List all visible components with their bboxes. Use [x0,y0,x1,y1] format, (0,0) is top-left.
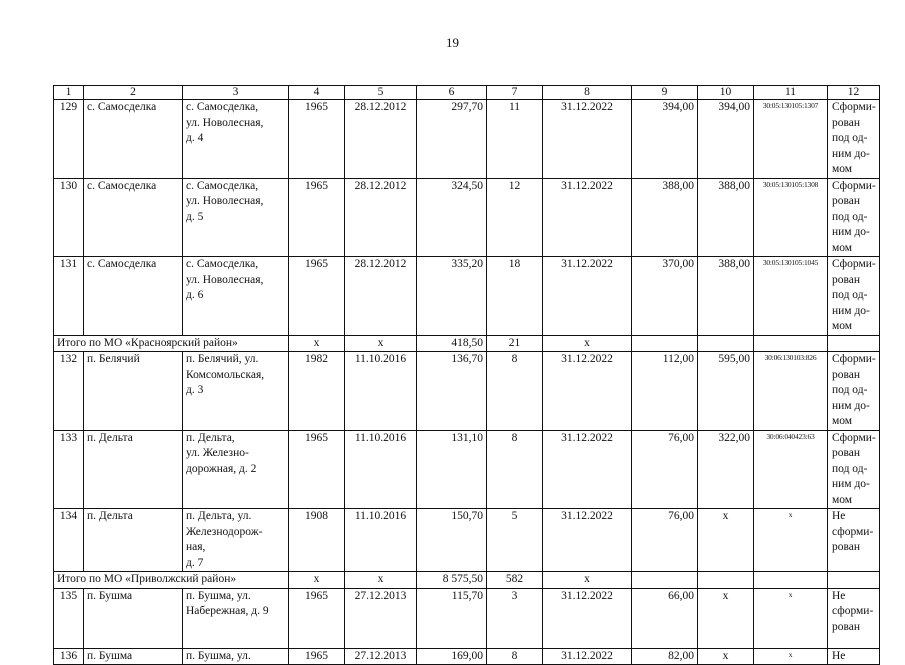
year-cell: 1982 [289,352,345,431]
date-cell: 27.12.2013 [345,588,417,648]
value10-cell: х [698,509,754,572]
count-cell: 8 [487,430,543,509]
status-cell: Сформи- рован под од- ним до- мом [828,430,880,509]
header-cell: 9 [632,86,698,100]
address-cell: п. Бушма, ул. [183,648,289,665]
date-cell: 28.12.2012 [345,178,417,257]
settlement-cell: с. Самосделка [84,100,183,179]
subtotal-row [54,572,880,589]
value10-cell: х [698,648,754,665]
value9-cell: 82,00 [632,648,698,665]
count-cell: 12 [487,178,543,257]
row-number: 134 [54,509,84,572]
status-cell: Сформи- рован под од- ним до- мом [828,178,880,257]
header-cell: 10 [698,86,754,100]
deadline-cell: 31.12.2022 [543,257,632,336]
deadline-cell: х [543,572,632,589]
settlement-cell: с. Самосделка [84,257,183,336]
area-total-cell: 418,50 [417,335,487,352]
status-cell: Сформи- рован под од- ним до- мом [828,100,880,179]
date-cell: 11.10.2016 [345,509,417,572]
table-row [54,257,880,336]
date-cell: х [345,335,417,352]
address-cell: с. Самосделка, ул. Новолесная, д. 6 [183,257,289,336]
table-row [54,509,880,572]
area-cell: 169,00 [417,648,487,665]
header-cell: 12 [828,86,880,100]
empty-cell [828,335,880,352]
value10-cell: 388,00 [698,178,754,257]
row-number: 131 [54,257,84,336]
empty-cell [754,572,828,589]
address-cell: п. Белячий, ул. Комсомольская, д. 3 [183,352,289,431]
count-total-cell: 21 [487,335,543,352]
year-cell: 1965 [289,257,345,336]
date-cell: 28.12.2012 [345,257,417,336]
cadastral-cell: 30:05:130105:1308 [754,178,828,257]
value10-cell: 394,00 [698,100,754,179]
address-cell: п. Дельта, ул. Железно- дорожная, д. 2 [183,430,289,509]
empty-cell [698,572,754,589]
table-row [54,430,880,509]
header-cell: 5 [345,86,417,100]
empty-cell [698,335,754,352]
housing-table [53,85,880,665]
header-cell: 11 [754,86,828,100]
row-number: 129 [54,100,84,179]
settlement-cell: п. Бушма [84,648,183,665]
area-total-cell: 8 575,50 [417,572,487,589]
value10-cell: 322,00 [698,430,754,509]
value9-cell: 76,00 [632,509,698,572]
date-cell: 11.10.2016 [345,352,417,431]
table-row [54,648,880,665]
area-cell: 324,50 [417,178,487,257]
cadastral-cell: х [754,509,828,572]
cadastral-cell: х [754,588,828,648]
status-cell: Не сформи- рован [828,588,880,648]
area-cell: 136,70 [417,352,487,431]
cadastral-cell: 30:05:130105:1045 [754,257,828,336]
cadastral-cell: х [754,648,828,665]
date-cell: 27.12.2013 [345,648,417,665]
value9-cell: 394,00 [632,100,698,179]
date-cell: 11.10.2016 [345,430,417,509]
row-number: 133 [54,430,84,509]
subtotal-label: Итого по МО «Приволжский район» [54,572,289,589]
area-cell: 115,70 [417,588,487,648]
empty-cell [754,335,828,352]
row-number: 132 [54,352,84,431]
deadline-cell: 31.12.2022 [543,178,632,257]
deadline-cell: 31.12.2022 [543,588,632,648]
value9-cell: 66,00 [632,588,698,648]
table-row [54,588,880,648]
subtotal-label: Итого по МО «Красноярский район» [54,335,289,352]
subtotal-row [54,335,880,352]
year-cell: 1965 [289,430,345,509]
deadline-cell: 31.12.2022 [543,100,632,179]
header-cell: 7 [487,86,543,100]
header-cell: 2 [84,86,183,100]
count-cell: 18 [487,257,543,336]
status-cell: Не [828,648,880,665]
empty-cell [828,572,880,589]
row-number: 130 [54,178,84,257]
date-cell: 28.12.2012 [345,100,417,179]
value9-cell: 370,00 [632,257,698,336]
area-cell: 297,70 [417,100,487,179]
page-number: 19 [446,35,459,50]
settlement-cell: с. Самосделка [84,178,183,257]
header-cell: 3 [183,86,289,100]
count-cell: 11 [487,100,543,179]
row-number: 135 [54,588,84,648]
year-cell: 1965 [289,100,345,179]
area-cell: 150,70 [417,509,487,572]
header-row [54,86,880,100]
status-cell: Сформи- рован под од- ним до- мом [828,257,880,336]
count-cell: 3 [487,588,543,648]
header-cell: 4 [289,86,345,100]
empty-cell [632,572,698,589]
empty-cell [632,335,698,352]
cadastral-cell: 30:06:130103:826 [754,352,828,431]
value9-cell: 388,00 [632,178,698,257]
settlement-cell: п. Бушма [84,588,183,648]
date-cell: х [345,572,417,589]
header-cell: 1 [54,86,84,100]
deadline-cell: 31.12.2022 [543,430,632,509]
year-cell: 1965 [289,178,345,257]
value10-cell: х [698,588,754,648]
deadline-cell: 31.12.2022 [543,509,632,572]
count-cell: 8 [487,352,543,431]
deadline-cell: х [543,335,632,352]
settlement-cell: п. Белячий [84,352,183,431]
status-cell: Не сформи- рован [828,509,880,572]
settlement-cell: п. Дельта [84,509,183,572]
deadline-cell: 31.12.2022 [543,352,632,431]
table-row [54,178,880,257]
area-cell: 335,20 [417,257,487,336]
year-cell: 1965 [289,648,345,665]
settlement-cell: п. Дельта [84,430,183,509]
status-cell: Сформи- рован под од- ним до- мом [828,352,880,431]
address-cell: п. Бушма, ул. Набережная, д. 9 [183,588,289,648]
table-row [54,352,880,431]
address-cell: с. Самосделка, ул. Новолесная, д. 5 [183,178,289,257]
year-cell: х [289,335,345,352]
row-number: 136 [54,648,84,665]
header-cell: 6 [417,86,487,100]
address-cell: п. Дельта, ул. Железнодорож- ная, д. 7 [183,509,289,572]
count-cell: 5 [487,509,543,572]
cadastral-cell: 30:06:040423:63 [754,430,828,509]
year-cell: х [289,572,345,589]
count-cell: 8 [487,648,543,665]
value9-cell: 76,00 [632,430,698,509]
count-total-cell: 582 [487,572,543,589]
area-cell: 131,10 [417,430,487,509]
value10-cell: 595,00 [698,352,754,431]
value9-cell: 112,00 [632,352,698,431]
table-row [54,100,880,179]
cadastral-cell: 30:05:130105:1307 [754,100,828,179]
address-cell: с. Самосделка, ул. Новолесная, д. 4 [183,100,289,179]
deadline-cell: 31.12.2022 [543,648,632,665]
year-cell: 1908 [289,509,345,572]
header-cell: 8 [543,86,632,100]
year-cell: 1965 [289,588,345,648]
value10-cell: 388,00 [698,257,754,336]
